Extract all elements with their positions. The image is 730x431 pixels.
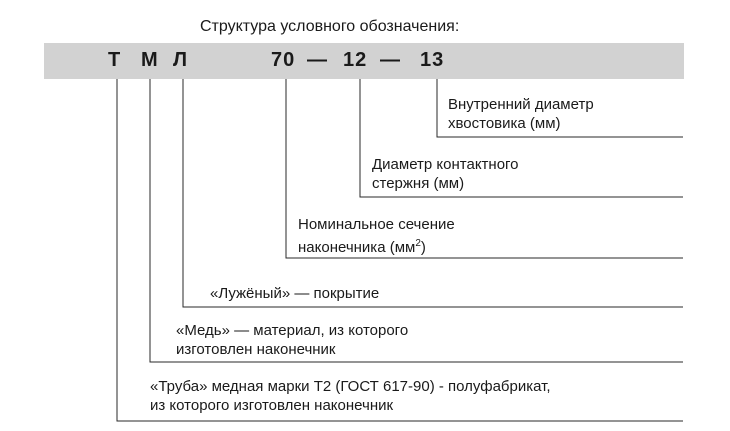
code-letter-t: Т <box>108 49 122 71</box>
code-letter-l: Л <box>173 49 189 71</box>
code-dash-2: — <box>380 49 401 71</box>
code-letter-m: М <box>141 49 159 71</box>
code-section: 70 <box>271 49 296 71</box>
shank-description-line2: хвостовика (мм) <box>448 115 561 132</box>
code-dash-1: — <box>307 49 328 71</box>
copper-description <box>176 321 408 359</box>
shank-description <box>448 95 594 133</box>
copper-description-line1: «Медь» — материал, из которого <box>176 322 409 339</box>
code-shank: 13 <box>420 49 445 71</box>
section-description-line1: Номинальное сечение <box>298 216 455 233</box>
section-description <box>298 215 455 257</box>
diagram-title: Структура условного обозначения: <box>200 18 460 35</box>
tube-description-line1: «Труба» медная марки Т2 (ГОСТ 617-90) - полуфабрикат, <box>150 378 551 395</box>
tube-description <box>150 377 551 415</box>
rod-description-line1: Диаметр контактного <box>372 156 519 173</box>
tube-description-line2: из которого изготовлен наконечник <box>150 397 394 414</box>
section-description-line2: наконечника $(мм^2)$ <box>298 238 426 256</box>
rod-description <box>372 155 519 193</box>
copper-description-line2: изготовлен наконечник <box>176 341 336 358</box>
tin-description: «Лужёный» — покрытие <box>210 285 380 302</box>
leader-tin <box>183 79 683 307</box>
code-rod: 12 <box>343 49 368 71</box>
shank-description-line1: Внутренний диаметр <box>448 96 594 113</box>
rod-description-line2: стержня (мм) <box>372 175 465 192</box>
